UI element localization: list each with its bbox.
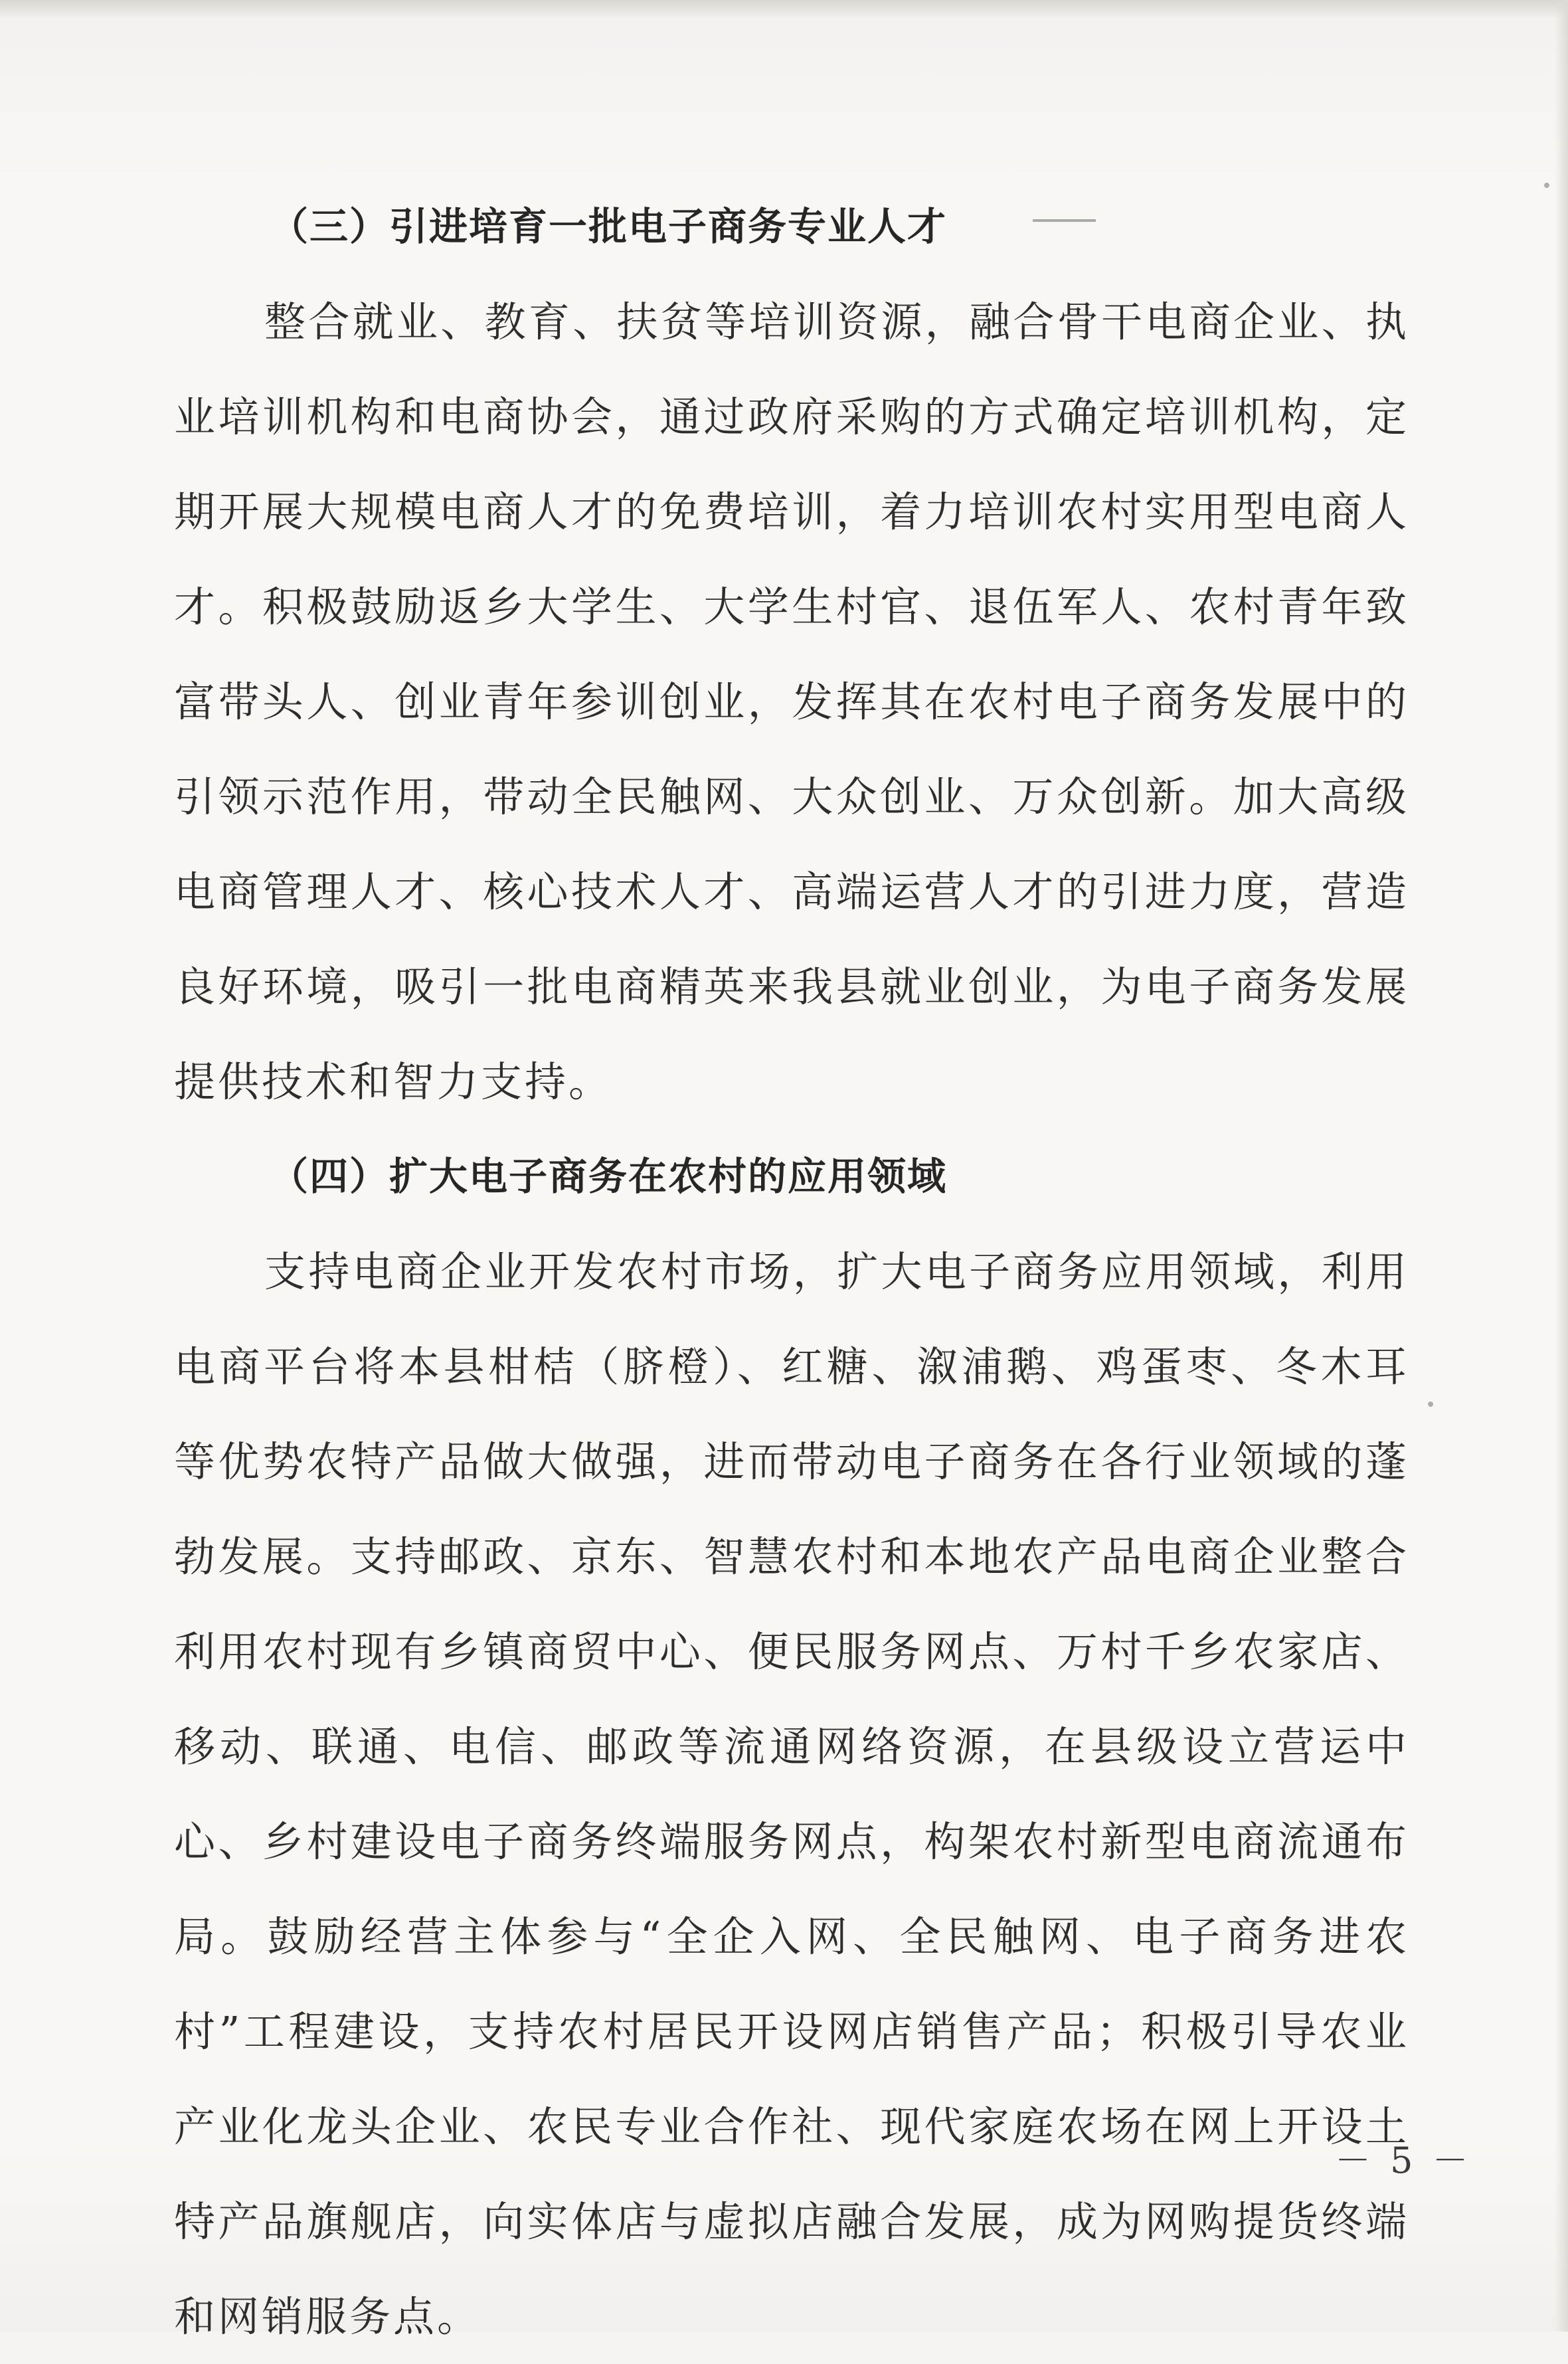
section-paragraph-4: 支持电商企业开发农村市场，扩大电子商务应用领域，利用电商平台将本县柑桔（脐橙）、红糖、溆浦鹅、鸡蛋枣、冬木耳等优势农特产品做大做强，进而带动电子商务在各行业领域的蓬勃发展。支持邮政、京东、智慧农村和本地农产品电商企业整合利用农村现有乡镇商贸中心、便民服务网点、万村千乡农家店、移动、联通、电信、邮政等流通网络资源，在县级设立营运中心、乡村建设电子商务终端服务网点，构架农村新型电商流通布局。鼓励经营主体参与“全企入网、全民触网、电子商务进农村”工程建设，支持农村居民开设网店销售产品；积极引导农业产业化龙头企业、农民专业合作社、现代家庭农场在网上开设土特产品旗舰店，向实体店与虚拟店融合发展，成为网购提货终端和网销服务点。	[174, 1247, 1409, 2341]
scan-speck	[1544, 183, 1549, 188]
scan-speck	[1428, 1402, 1433, 1407]
scan-edge-top	[0, 0, 1568, 19]
section-heading-4: （四）扩大电子商务在农村的应用领域	[270, 1154, 948, 1199]
page-number: － 5 －	[1335, 2139, 1472, 2181]
document-body	[174, 179, 1409, 2364]
scan-edge-right	[1555, 0, 1568, 2331]
section-paragraph-3: 整合就业、教育、扶贫等培训资源，融合骨干电商企业、执业培训机构和电商协会，通过政府采购的方式确定培训机构，定期开展大规模电商人才的免费培训，着力培训农村实用型电商人才。积极鼓励返乡大学生、大学生村官、退伍军人、农村青年致富带头人、创业青年参训创业，发挥其在农村电子商务发展中的引领示范作用，带动全民触网、大众创业、万众创新。加大高级电商管理人才、核心技术人才、高端运营人才的引进力度，营造良好环境，吸引一批电商精英来我县就业创业，为电子商务发展提供技术和智力支持。	[174, 298, 1409, 1106]
section-heading-3: （三）引进培育一批电子商务专业人才	[270, 204, 948, 249]
